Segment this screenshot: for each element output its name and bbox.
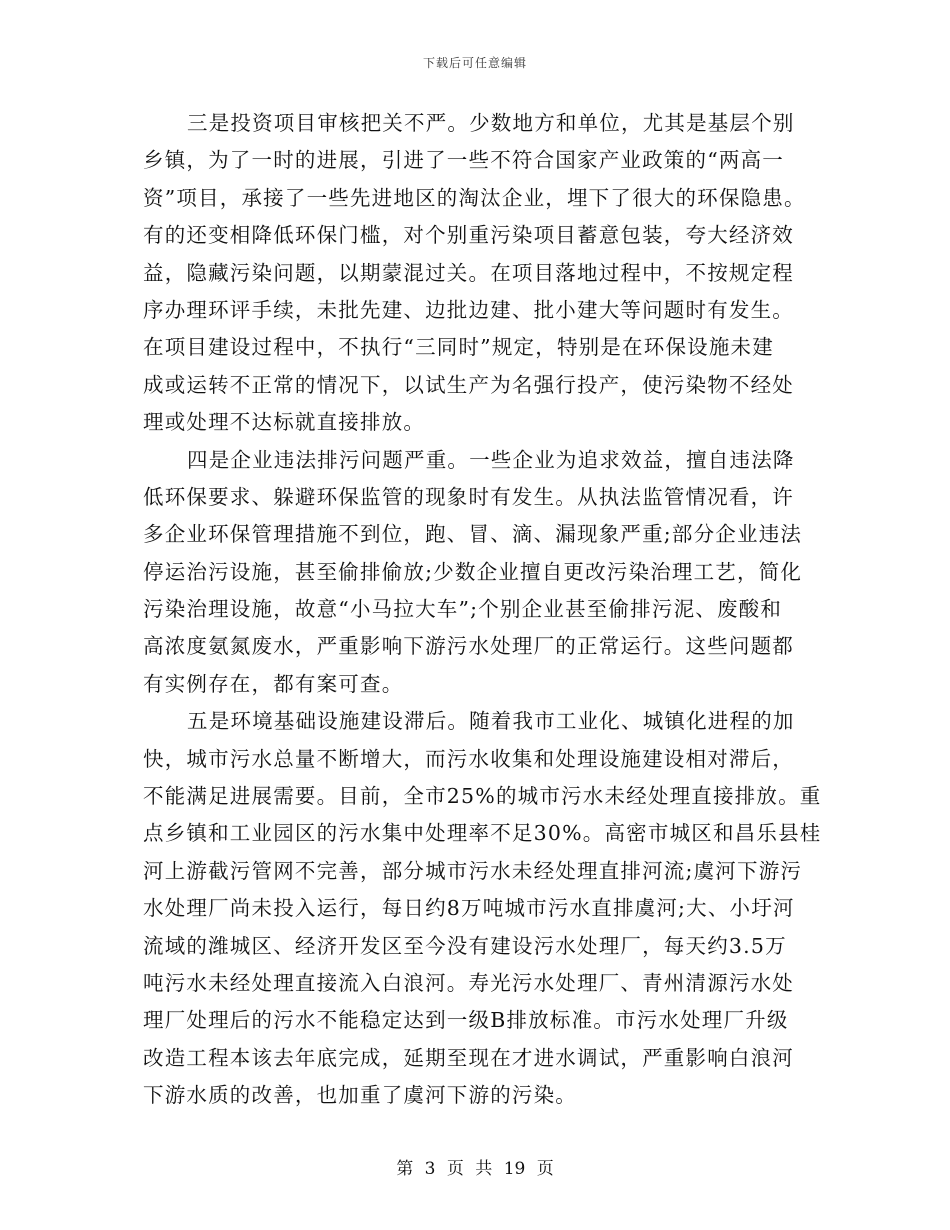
paragraph-line: 低环保要求、躲避环保监管的现象时有发生。从执法监管情况看，许 bbox=[143, 484, 794, 509]
page-header: 下载后可任意编辑 bbox=[422, 56, 527, 70]
paragraph-line: 下游水质的改善，也加重了虞河下游的污染。 bbox=[143, 1083, 577, 1108]
paragraph-line: 益，隐藏污染问题，以期蒙混过关。在项目落地过程中，不按规定程 bbox=[143, 260, 794, 285]
paragraph-illegal-discharge bbox=[143, 442, 807, 704]
paragraph-line: 乡镇，为了一时的进展，引进了一些不符合国家产业政策的“两高一 bbox=[143, 148, 784, 173]
paragraph-line: 改造工程本该去年底完成，延期至现在才进水调试，严重影响白浪河 bbox=[143, 1045, 794, 1070]
paragraph-line: 河上游截污管网不完善，部分城市污水未经处理直排河流;虞河下游污 bbox=[143, 858, 803, 883]
paragraph-line: 快，城市污水总量不断增大，而污水收集和处理设施建设相对滞后， bbox=[143, 746, 794, 771]
paragraph-line: 成或运转不正常的情况下，以试生产为名强行投产，使污染物不经处 bbox=[143, 372, 794, 397]
paragraph-line: 多企业环保管理措施不到位，跑、冒、滴、漏现象严重;部分企业违法 bbox=[143, 522, 803, 547]
paragraph-investment-review bbox=[143, 105, 807, 442]
paragraph-line: 理或处理不达标就直接排放。 bbox=[143, 410, 426, 435]
paragraph-line: 五是环境基础设施建设滞后。随着我市工业化、城镇化进程的加 bbox=[187, 709, 795, 734]
document-body bbox=[143, 105, 822, 1115]
page-number-footer: 第 3 页 共 19 页 bbox=[396, 1159, 554, 1179]
paragraph-line: 四是企业违法排污问题严重。一些企业为追求效益，擅自违法降 bbox=[187, 447, 795, 472]
paragraph-line: 不能满足进展需要。目前，全市25%的城市污水未经处理直接排放。重 bbox=[143, 784, 822, 809]
paragraph-line: 污染治理设施，故意“小马拉大车”;个别企业甚至偷排污泥、废酸和 bbox=[143, 597, 783, 622]
paragraph-line: 点乡镇和工业园区的污水集中处理率不足30%。高密市城区和昌乐县桂 bbox=[143, 821, 822, 846]
paragraph-line: 水处理厂尚未投入运行，每日约8万吨城市污水直排虞河;大、小圩河 bbox=[143, 896, 795, 921]
paragraph-infrastructure bbox=[143, 703, 822, 1114]
paragraph-line: 停运治污设施，甚至偷排偷放;少数企业擅自更改污染治理工艺，简化 bbox=[143, 559, 803, 584]
paragraph-line: 高浓度氨氮废水，严重影响下游污水处理厂的正常运行。这些问题都 bbox=[143, 634, 794, 659]
paragraph-line: 理厂处理后的污水不能稳定达到一级B排放标准。市污水处理厂升级 bbox=[143, 1008, 789, 1033]
paragraph-line: 序办理环评手续，未批先建、边批边建、批小建大等问题时有发生。 bbox=[143, 297, 794, 322]
paragraph-line: 有的还变相降低环保门槛，对个别重污染项目蓄意包装，夸大经济效 bbox=[143, 223, 794, 248]
paragraph-line: 在项目建设过程中，不执行“三同时”规定，特别是在环保设施未建 bbox=[143, 335, 774, 360]
paragraph-line: 流域的潍城区、经济开发区至今没有建设污水处理厂，每天约3.5万 bbox=[143, 933, 787, 958]
paragraph-line: 吨污水未经处理直接流入白浪河。寿光污水处理厂、青州清源污水处 bbox=[143, 970, 794, 995]
paragraph-line: 资”项目，承接了一些先进地区的淘汰企业，埋下了很大的环保隐患。 bbox=[143, 185, 806, 210]
paragraph-line: 有实例存在，都有案可查。 bbox=[143, 671, 404, 696]
paragraph-line: 三是投资项目审核把关不严。少数地方和单位，尤其是基层个别 bbox=[187, 111, 795, 135]
